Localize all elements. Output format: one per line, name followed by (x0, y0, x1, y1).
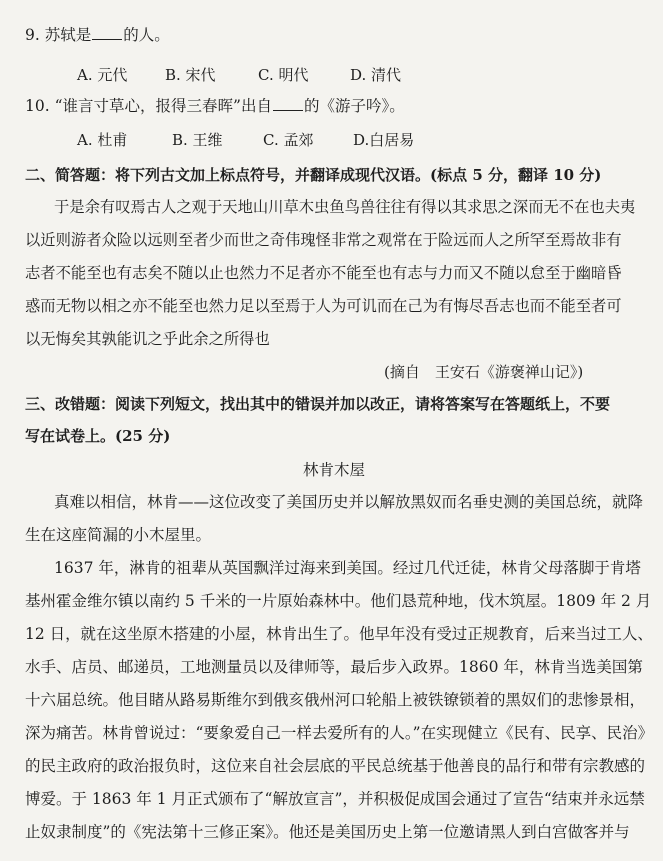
question-9-text-b: 的人。 (123, 26, 170, 44)
question-10-stem (25, 95, 405, 117)
question-9-option-a: A. 元代 (77, 66, 128, 84)
question-10-text-a: “谁言寸草心，报得三春晖”出自 (54, 97, 272, 115)
question-9-stem (25, 24, 170, 46)
section-3-heading: 三、改错题：阅读下列短文，找出其中的错误并加以改正，请将答案写在答题纸上，不要 (25, 395, 611, 413)
classical-text-line: 志者不能至也有志矣不随以止也然力不足者亦不能至也有志与力而又不随以怠至于幽暗昏 (25, 264, 622, 282)
passage-line: 基州霍金维尔镇以南约 5 千米的一片原始森林中。他们恳荒种地，伐木筑屋。1809 年 2 月 (25, 592, 652, 610)
passage-line: 十六届总统。他目睹从路易斯维尔到俄亥俄州河口轮船上被铁镣锁着的黑奴们的悲惨景相， (25, 691, 646, 709)
passage-line: 水手、店员、邮递员，工地测量员以及律师等，最后步入政界。1860 年，林肯当选美国第 (25, 658, 643, 676)
classical-text-line: 以近则游者众险以远则至者少而世之奇伟瑰怪非常之观常在于险远而人之所罕至焉故非有 (25, 231, 622, 249)
question-10-option-b: B. 王维 (172, 131, 223, 149)
question-10-option-c: C. 孟郊 (263, 131, 314, 149)
question-10-option-a: A. 杜甫 (77, 131, 128, 149)
answer-blank (273, 96, 303, 111)
question-9-number: 9. (25, 26, 40, 44)
section-3-heading-cont: 写在试卷上。(25 分) (25, 427, 171, 445)
passage-line: 生在这座简漏的小木屋里。 (25, 526, 212, 544)
question-9-text-a: 苏轼是 (44, 26, 92, 44)
section-2-heading: 二、简答题：将下列古文加上标点符号，并翻译成现代汉语。(标点 5 分，翻译 10 分) (25, 166, 602, 184)
source-citation: (摘自 王安石《游褒禅山记》) (384, 363, 584, 381)
passage-line: 12 日，就在这坐原木搭建的小屋，林肯出生了。他早年没有受过正规教育，后来当过工人、 (25, 625, 653, 643)
passage-line: 的民主政府的政治报负时，这位来自社会层底的平民总统基于他善良的品行和带有宗教感的 (25, 757, 646, 775)
question-10-number: 10. (25, 97, 50, 115)
classical-text-line: 以无悔矣其孰能讥之乎此余之所得也 (25, 330, 270, 348)
passage-line: 1637 年，淋肯的祖辈从英国飘洋过海来到美国。经过几代迁徒，林肯父母落脚于肯塔 (54, 559, 641, 577)
answer-blank (92, 25, 122, 40)
passage-line: 真难以相信，林肯——这位改变了美国历史并以解放黑奴而名垂史测的美国总统，就降 (54, 493, 644, 511)
question-10-text-b: 的《游子吟》。 (303, 97, 405, 115)
passage-line: 博爱。于 1863 年 1 月正式颁布了“解放宣言”，并积极促成国会通过了宣告“结束并永远禁 (25, 790, 645, 808)
question-9-option-d: D. 清代 (350, 66, 402, 84)
classical-text-line: 于是余有叹焉古人之观于天地山川草木虫鱼鸟兽往往有得以其求思之深而无不在也夫夷 (54, 198, 636, 216)
passage-line: 深为痛苦。林肯曾说过：“要象爱自己一样去爱所有的人。”在实现健立《民有、民享、民治》 (25, 724, 654, 742)
classical-text-line: 惑而无物以相之亦不能至也然力足以至焉于人为可讥而在己为有悔尽吾志也而不能至者可 (25, 297, 622, 315)
question-9-option-b: B. 宋代 (165, 66, 216, 84)
passage-line: 止奴隶制度”的《宪法第十三修正案》。他还是美国历史上第一位邀请黑人到白宫做客并与 (25, 823, 630, 841)
question-10-option-d: D.白居易 (353, 131, 415, 149)
passage-title: 林肯木屋 (303, 461, 366, 479)
question-9-option-c: C. 明代 (258, 66, 309, 84)
